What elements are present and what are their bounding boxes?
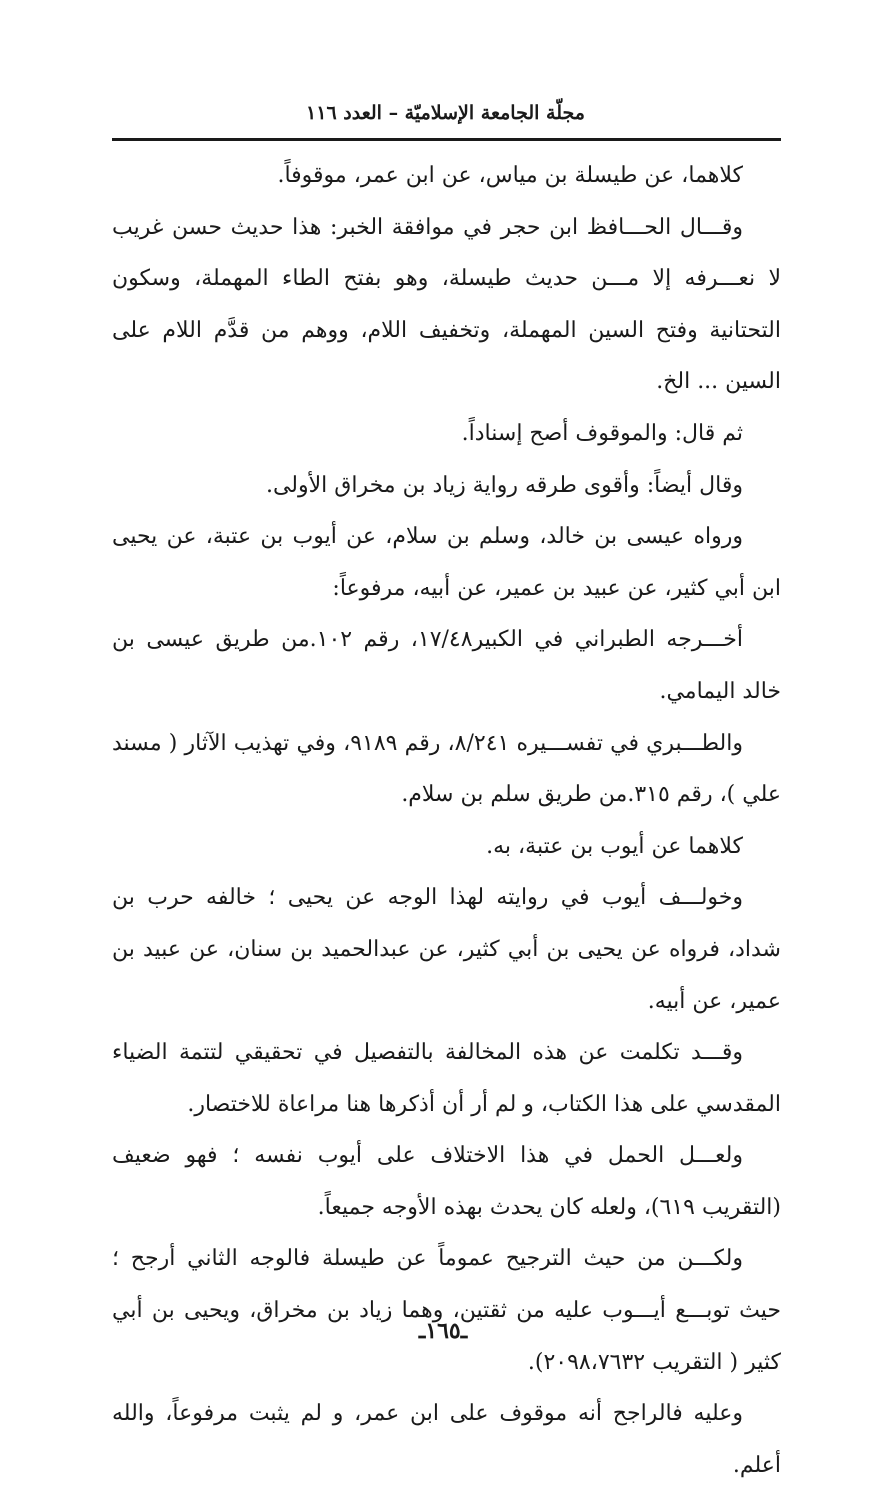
paragraph-3: ثم قال: والموقوف أصح إسناداً. [461,420,743,446]
paragraph-12: ولكـــن من حيث الترجيح عموماً عن طيسلة فالوجه الثاني أرجح ؛ حيث توبـــع أيـــوب عليه من ثقتين، وهما زياد بن مخراق، ويحيى بن أبي كثير ( التقريب ٢٠٩٨،٧٦٣٢). [112,1246,781,1375]
paragraph-4: وقال أيضاً: وأقوى طرقه رواية زياد بن مخراق الأولى. [265,472,743,498]
paragraph-5: ورواه عيسى بن خالد، وسلم بن سلام، عن أيوب بن عتبة، عن يحيى ابن أبي كثير، عن عبيد بن عمير، عن أبيه، مرفوعاً: [112,524,781,601]
page-number: ـ١٦٥ـ [418,1318,468,1344]
paragraph-10: وقـــد تكلمت عن هذه المخالفة بالتفصيل في تحقيقي لتتمة الضياء المقدسي على هذا الكتاب، و لم أر أن أذكرها هنا مراعاة للاختصار. [112,1040,781,1117]
paragraph-6: أخـــرجه الطبراني في الكبير١٧/٤٨، رقم ١٠٢.من طريق عيسى بن خالد اليمامي. [112,627,781,704]
paragraph-2: وقـــال الحـــافظ ابن حجر في موافقة الخبر: هذا حديث حسن غريب لا نعـــرفه إلا مـــن حديث طيسلة، وهو بفتح الطاء المهملة، وسكون التحتانية وفتح السين المهملة، وتخفيف اللام، ووهم من قدَّم اللام على السين ... الخ. [112,214,781,395]
paragraph-8: كلاهما عن أيوب بن عتبة، به. [486,833,743,859]
paragraph-13: وعليه فالراجح أنه موقوف على ابن عمر، و لم يثبت مرفوعاً، والله أعلم. [112,1401,781,1478]
body-text [112,150,781,1491]
paragraph-1: كلاهما، عن طيسلة بن مياس، عن ابن عمر، موقوفاً. [277,163,743,188]
paragraph-11: ولعـــل الحمل في هذا الاختلاف على أيوب نفسه ؛ فهو ضعيف (التقريب ٦١٩)، ولعله كان يحدث بهذه الأوجه جميعاً. [112,1143,781,1220]
running-header: مجلّة الجامعة الإسلاميّة – العدد ١١٦ [306,102,585,124]
header-rule [112,138,781,141]
paragraph-9: وخولـــف أيوب في روايته لهذا الوجه عن يحيى ؛ خالفه حرب بن شداد، فرواه عن يحيى بن أبي كثير، عن عبدالحميد بن سنان، عن عبيد بن عمير، عن أبيه. [112,885,781,1014]
paragraph-7: والطـــبري في تفســـيره ٨/٢٤١، رقم ٩١٨٩، وفي تهذيب الآثار ( مسند علي )، رقم ٣١٥.من طريق سلم بن سلام. [112,730,781,808]
